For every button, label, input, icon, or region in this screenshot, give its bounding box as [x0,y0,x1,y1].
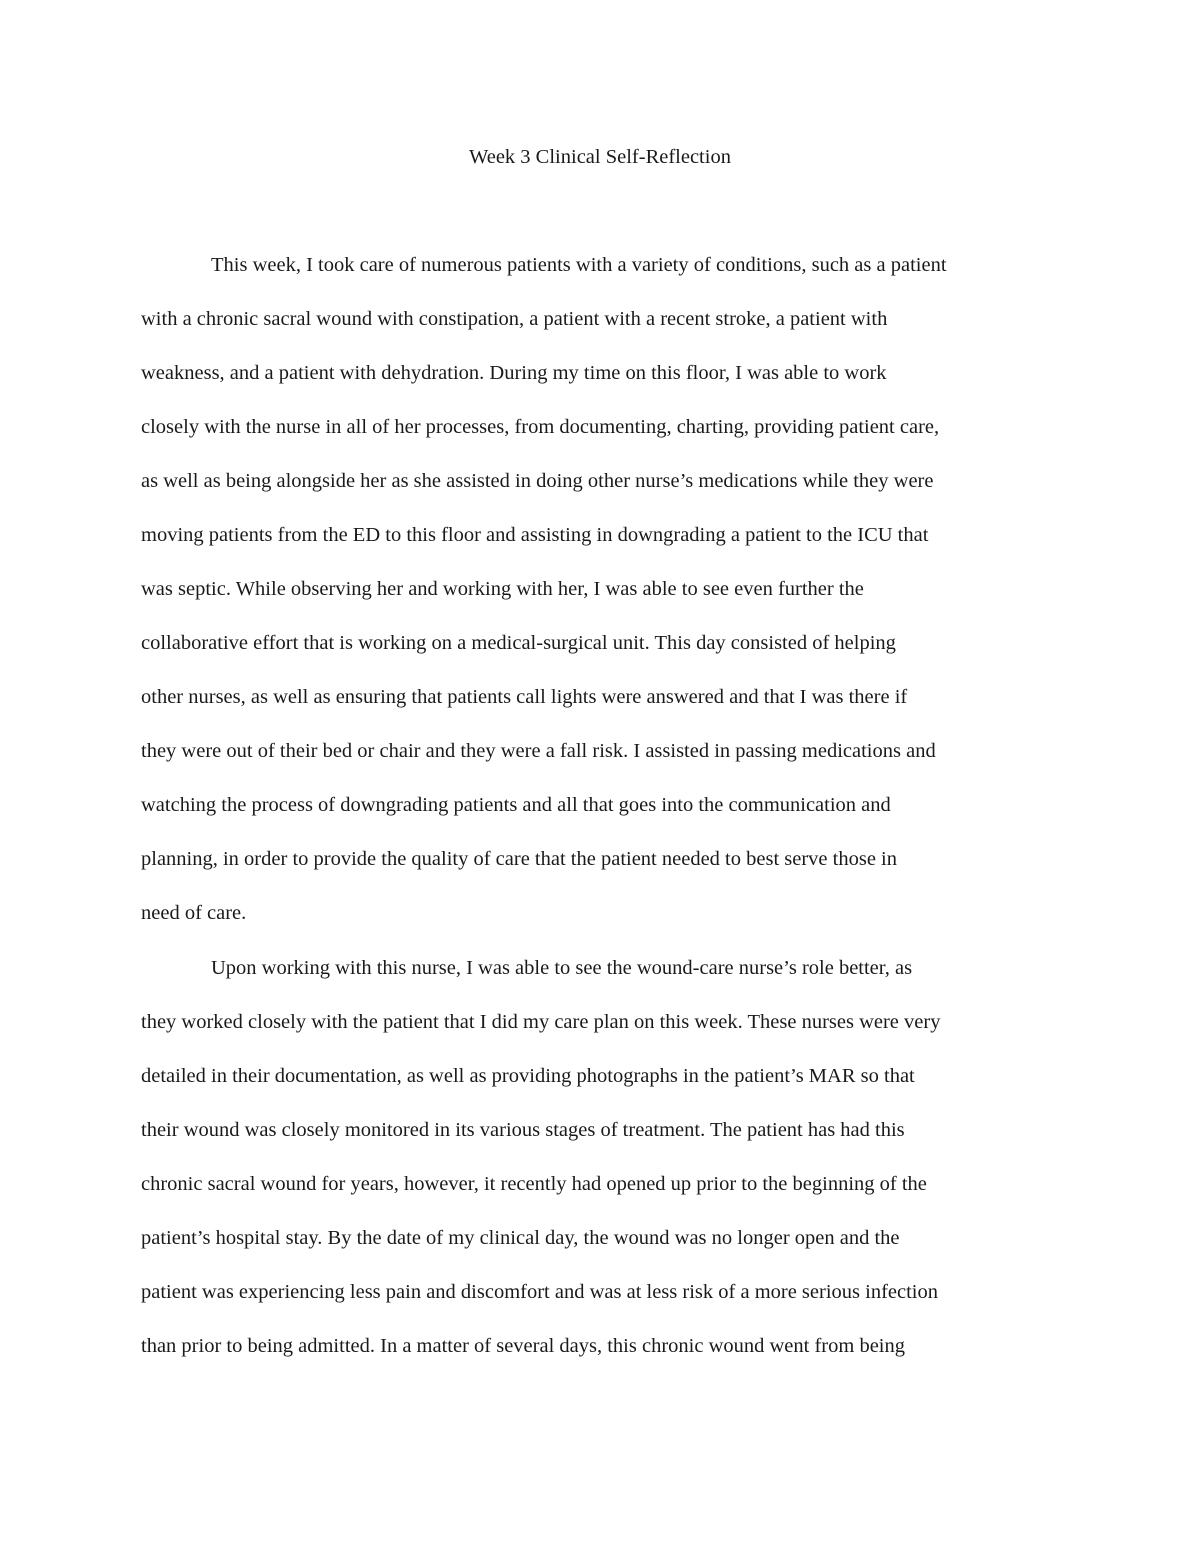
paragraph-line: Upon working with this nurse, I was able to see the wound-care nurse’s role better, as [211,957,913,979]
paragraph-line: they were out of their bed or chair and they were a fall risk. I assisted in passing medications and [141,740,936,762]
paragraph-line: moving patients from the ED to this floor and assisting in downgrading a patient to the ICU that [141,524,929,546]
paragraph-line: watching the process of downgrading patients and all that goes into the communication and [141,794,891,816]
paragraph-line: patient was experiencing less pain and discomfort and was at less risk of a more serious infection [141,1281,938,1303]
paragraph-line: their wound was closely monitored in its various stages of treatment. The patient has had this [141,1119,905,1141]
paragraph-line: weakness, and a patient with dehydration. During my time on this floor, I was able to work [141,362,887,384]
paragraph-line: This week, I took care of numerous patients with a variety of conditions, such as a patient [211,254,947,276]
paragraph-line: patient’s hospital stay. By the date of my clinical day, the wound was no longer open and the [141,1227,900,1249]
paragraph-line: planning, in order to provide the quality of care that the patient needed to best serve those in [141,848,897,870]
paragraph-line: closely with the nurse in all of her processes, from documenting, charting, providing patient care, [141,416,940,438]
paragraph-line: chronic sacral wound for years, however, it recently had opened up prior to the beginning of the [141,1173,927,1195]
paragraph-line: need of care. [141,902,247,924]
paragraph-line: detailed in their documentation, as well as providing photographs in the patient’s MAR so that [141,1065,915,1087]
paragraph-line: than prior to being admitted. In a matter of several days, this chronic wound went from being [141,1335,905,1357]
paragraph-line: they worked closely with the patient that I did my care plan on this week. These nurses were very [141,1011,941,1033]
paragraph-line: as well as being alongside her as she assisted in doing other nurse’s medications while they were [141,470,934,492]
paragraph-line: was septic. While observing her and working with her, I was able to see even further the [141,578,864,600]
paragraph-line: with a chronic sacral wound with constipation, a patient with a recent stroke, a patient with [141,308,888,330]
document-title: Week 3 Clinical Self-Reflection [469,146,731,168]
paragraph-line: collaborative effort that is working on a medical-surgical unit. This day consisted of helping [141,632,896,654]
paragraph-line: other nurses, as well as ensuring that patients call lights were answered and that I was there if [141,686,908,708]
